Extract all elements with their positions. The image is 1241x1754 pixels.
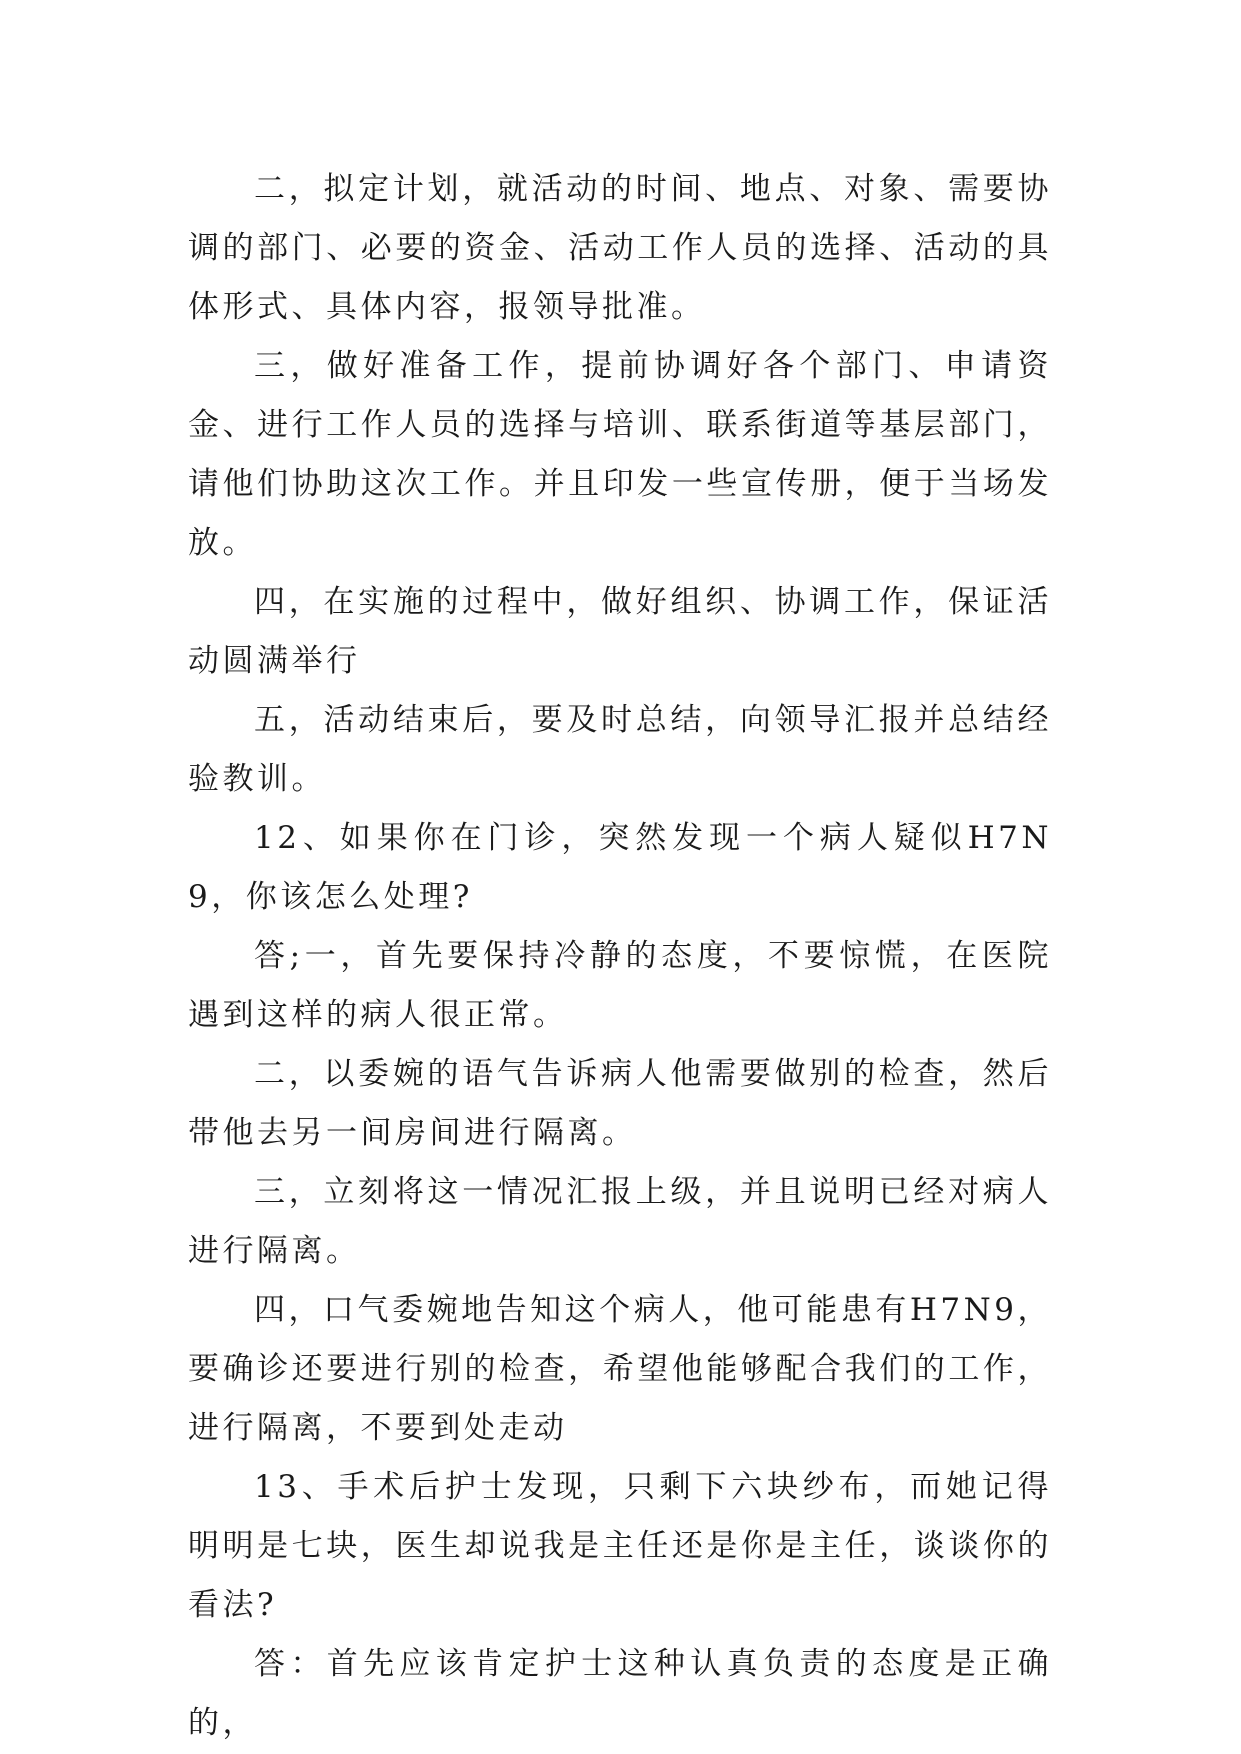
answer-12-step-3: 三，立刻将这一情况汇报上级，并且说明已经对病人进行隔离。 bbox=[188, 1174, 1052, 1269]
paragraph-implementation: 四，在实施的过程中，做好组织、协调工作，保证活动圆满举行 bbox=[188, 584, 1052, 679]
answer-12-step-4: 四，口气委婉地告知这个病人，他可能患有H7N9，要确诊还要进行别的检查，希望他能够配合我们的工作，进行隔离，不要到处走动 bbox=[188, 1292, 1052, 1446]
answer-12-step-1: 答;一，首先要保持冷静的态度，不要惊慌，在医院遇到这样的病人很正常。 bbox=[188, 938, 1052, 1033]
question-12: 12、如果你在门诊，突然发现一个病人疑似H7N9，你该怎么处理? bbox=[188, 820, 1052, 915]
question-13: 13、手术后护士发现，只剩下六块纱布，而她记得明明是七块，医生却说我是主任还是你是主任，谈谈你的看法? bbox=[188, 1469, 1052, 1623]
document-body bbox=[188, 160, 1052, 1753]
paragraph-plan: 二，拟定计划，就活动的时间、地点、对象、需要协调的部门、必要的资金、活动工作人员的选择、活动的具体形式、具体内容，报领导批准。 bbox=[188, 171, 1052, 325]
answer-12-step-2: 二，以委婉的语气告诉病人他需要做别的检查，然后带他去另一间房间进行隔离。 bbox=[188, 1056, 1052, 1151]
paragraph-preparation: 三，做好准备工作，提前协调好各个部门、申请资金、进行工作人员的选择与培训、联系街道等基层部门，请他们协助这次工作。并且印发一些宣传册，便于当场发放。 bbox=[188, 348, 1052, 561]
paragraph-summary: 五，活动结束后，要及时总结，向领导汇报并总结经验教训。 bbox=[188, 702, 1052, 797]
answer-13: 答：首先应该肯定护士这种认真负责的态度是正确的， bbox=[188, 1646, 1052, 1741]
